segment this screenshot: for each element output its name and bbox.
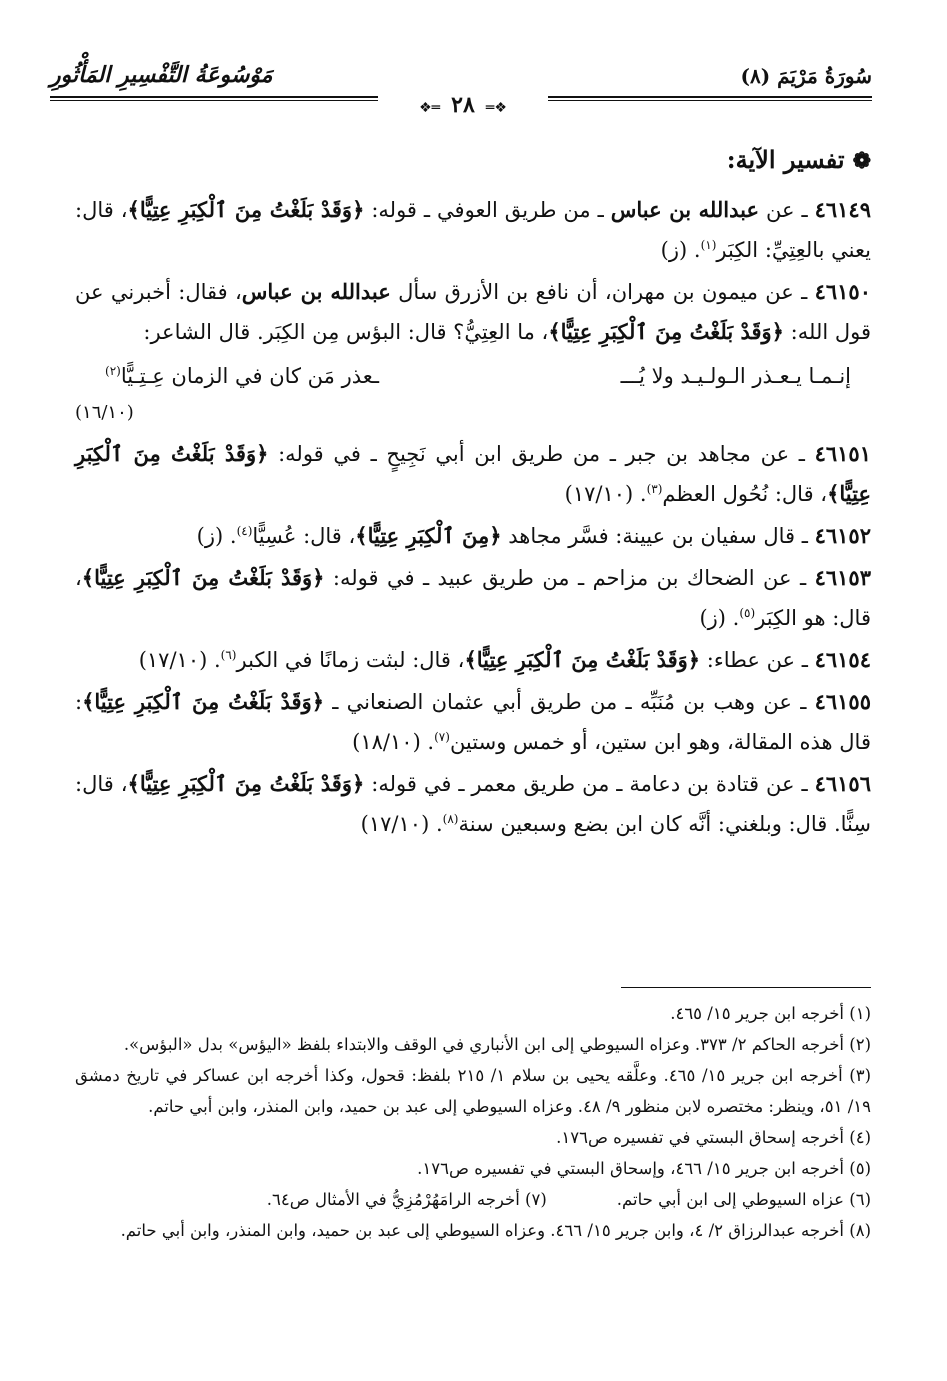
footnote-separator bbox=[621, 987, 871, 988]
narration-entry bbox=[75, 190, 871, 270]
footnote: (٥) أخرجه ابن جرير ١٥/ ٤٦٦، وإسحاق البستي في تفسيره ص١٧٦. bbox=[417, 1159, 871, 1178]
entry-text: ، قال: يعني بالعِتِيِّ: الكِبَر bbox=[75, 198, 871, 262]
entry-text: . (ز) bbox=[196, 524, 237, 548]
footnote: (٣) أخرجه ابن جرير ١٥/ ٤٦٥. وعلَّقه يحيى بن سلام ١/ ٢١٥ بلفظ: قحول، وكذا أخرجه ابن عساكر في تاريخ دمشق ١٩/ ٥١، وينظر: مختصره لابن منظور ٩/ ٤٨. وعزاه السيوطي إلى عبد بن حميد، وابن المنذر، وابن أبي حاتم. bbox=[75, 1066, 871, 1116]
footnote: (٧) أخرجه الرامَهُرْمُزِيُّ في الأمثال ص٦٤. bbox=[266, 1190, 547, 1209]
quran-quote: ﴿مِنَ ٱلْكِبَرِ عِتِيًّا﴾ bbox=[355, 523, 502, 548]
entry-text: ـ عن مجاهد بن جبر ـ من طريق ابن أبي نَجِيحٍ ـ في قوله: bbox=[268, 442, 815, 466]
poem-first-hemistich: إنـمـا يـعـذر الـولـيـد ولا يُـــ bbox=[620, 364, 851, 388]
entry-text: ، فقال: أخبرني عن قول الله: bbox=[75, 280, 871, 344]
entry-text: . (ز) bbox=[660, 238, 701, 262]
footnote-mark: (٥) bbox=[739, 606, 756, 620]
entries-group bbox=[75, 190, 871, 352]
entry-text: . (١٧/١٠) bbox=[360, 812, 443, 836]
section-title-text: تفسير الآية: bbox=[726, 145, 845, 174]
footnote: (٢) أخرجه الحاكم ٢/ ٣٧٣. وعزاه السيوطي إلى ابن الأنباري في الوقف والابتداء بلفظ «اليؤس» بدل «البؤس». bbox=[123, 1035, 871, 1054]
footnote-mark: (٧) bbox=[434, 730, 450, 744]
footnote-mark: (٣) bbox=[646, 482, 663, 496]
entry-number: ٤٦١٤٩ bbox=[814, 197, 871, 222]
poem-verse bbox=[75, 356, 871, 396]
entry-number: ٤٦١٥٥ bbox=[814, 689, 871, 714]
book-title: مَوْسُوعَةُ التَّفْسِيرِ المَأْثُورِ bbox=[50, 62, 273, 88]
entry-text: ـ عن عطاء: bbox=[700, 648, 815, 672]
quran-quote: ﴿وَقَدْ بَلَغْتُ مِنَ ٱلْكِبَرِ عِتِيًّا﴾ bbox=[75, 441, 871, 506]
ornament-icon: ═❖ bbox=[419, 100, 441, 116]
narration-entry bbox=[75, 682, 871, 762]
footnote-pair bbox=[75, 1184, 871, 1215]
footnote: (١) أخرجه ابن جرير ١٥/ ٤٦٥. bbox=[670, 1004, 871, 1023]
footnote: (٨) أخرجه عبدالرزاق ٢/ ٤، وابن جرير ١٥/ ٤٦٦. وعزاه السيوطي إلى عبد بن حميد، وابن المنذر، وابن أبي حاتم. bbox=[120, 1221, 871, 1240]
entry-text: ـ عن وهب بن مُنَبِّه ـ من طريق أبي عثمان الصنعاني ـ bbox=[324, 690, 815, 714]
entry-text: ـ قال سفيان بن عيينة: فسَّر مجاهد bbox=[501, 524, 815, 548]
narrator-name: عبدالله بن عباس bbox=[241, 279, 391, 304]
quran-quote: ﴿وَقَدْ بَلَغْتُ مِنَ ٱلْكِبَرِ عِتِيًّا﴾ bbox=[548, 319, 784, 344]
entry-text: ـ عن bbox=[759, 198, 815, 222]
narration-entry bbox=[75, 272, 871, 352]
narration-entry bbox=[75, 640, 871, 680]
quran-quote: ﴿وَقَدْ بَلَغْتُ مِنَ ٱلْكِبَرِ عِتِيًّا﴾ bbox=[464, 647, 701, 672]
footnote-mark: (٤) bbox=[236, 524, 253, 538]
entry-text: ـ عن الضحاك بن مزاحم ـ من طريق عبيد ـ في قوله: bbox=[324, 566, 815, 590]
entry-text: : قال هذه المقالة، وهو ابن ستين، أو خمس وستين bbox=[75, 690, 871, 754]
entry-number: ٤٦١٥٠ bbox=[814, 279, 871, 304]
page-number: ٢٨ bbox=[451, 92, 475, 118]
footnote-mark: (٨) bbox=[442, 812, 459, 826]
narration-entry bbox=[75, 558, 871, 638]
entry-text: ، قال: سِنًّا. قال: وبلغني: أنَّه كان ابن بضع وسبعين سنة bbox=[75, 772, 871, 836]
quran-quote: ﴿وَقَدْ بَلَغْتُ مِنَ ٱلْكِبَرِ عِتِيًّا﴾ bbox=[81, 565, 325, 590]
entry-number: ٤٦١٥٤ bbox=[814, 647, 871, 672]
entry-text: ، قال: لبثت زمانًا في الكبر bbox=[236, 648, 465, 672]
footnote-mark: (٦) bbox=[220, 648, 237, 662]
footnote: (٦) عزاه السيوطي إلى ابن أبي حاتم. bbox=[616, 1190, 871, 1209]
narrator-name: عبدالله بن عباس bbox=[610, 197, 760, 222]
entry-text: ـ عن قتادة بن دعامة ـ من طريق معمر ـ في قوله: bbox=[364, 772, 815, 796]
entry-number: ٤٦١٥٢ bbox=[814, 523, 871, 548]
poem-reference: (١٦/١٠) bbox=[75, 402, 134, 423]
footnotes bbox=[75, 998, 871, 1246]
narration-entry bbox=[75, 764, 871, 844]
ornament-icon: ❖═ bbox=[485, 100, 507, 116]
footnote-mark: (١) bbox=[700, 238, 717, 252]
quran-quote: ﴿وَقَدْ بَلَغْتُ مِنَ ٱلْكِبَرِ عِتِيًّا﴾ bbox=[127, 197, 365, 222]
section-title bbox=[727, 145, 871, 174]
entry-number: ٤٦١٥٦ bbox=[814, 771, 871, 796]
entry-number: ٤٦١٥١ bbox=[814, 441, 871, 466]
entry-text: ، ما العِتِيُّ؟ قال: البؤس مِن الكِبَر. قال الشاعر: bbox=[143, 320, 549, 344]
quran-quote: ﴿وَقَدْ بَلَغْتُ مِنَ ٱلْكِبَرِ عِتِيًّا﴾ bbox=[82, 689, 325, 714]
narration-entry bbox=[75, 516, 871, 556]
entry-text: ، قال: عُسِيًّا bbox=[252, 524, 356, 548]
entry-text: . (١٧/١٠) bbox=[138, 648, 221, 672]
entry-text: . (١٧/١٠) bbox=[564, 482, 647, 506]
entry-number: ٤٦١٥٣ bbox=[814, 565, 871, 590]
entries-group bbox=[75, 434, 871, 844]
quran-quote: ﴿وَقَدْ بَلَغْتُ مِنَ ٱلْكِبَرِ عِتِيًّا﴾ bbox=[127, 771, 365, 796]
footnote-mark: (٢) bbox=[105, 364, 121, 378]
surah-title: سُورَةُ مَرْيَمَ (٨) bbox=[740, 64, 872, 88]
narration-entry bbox=[75, 434, 871, 514]
page-number-box bbox=[378, 92, 548, 122]
entry-text: ، قال: نُحُول العظم bbox=[662, 482, 828, 506]
entry-text: ـ من طريق العوفي ـ قوله: bbox=[364, 198, 611, 222]
entry-text: . (١٨/١٠) bbox=[352, 730, 435, 754]
entry-text: ـ عن ميمون بن مهران، أن نافع بن الأزرق سأل bbox=[390, 280, 815, 304]
entries-block bbox=[75, 190, 871, 846]
entry-text: ، قال: هو الكِبَر bbox=[75, 566, 871, 630]
entry-text: . (ز) bbox=[699, 606, 740, 630]
flower-icon: ❁ bbox=[852, 148, 871, 174]
footnote: (٤) أخرجه إسحاق البستي في تفسيره ص١٧٦. bbox=[556, 1128, 871, 1147]
poem-second-hemistich: ـعذر مَن كان في الزمان عِـتِـيًّا$^{(٢)}$ bbox=[105, 364, 380, 388]
